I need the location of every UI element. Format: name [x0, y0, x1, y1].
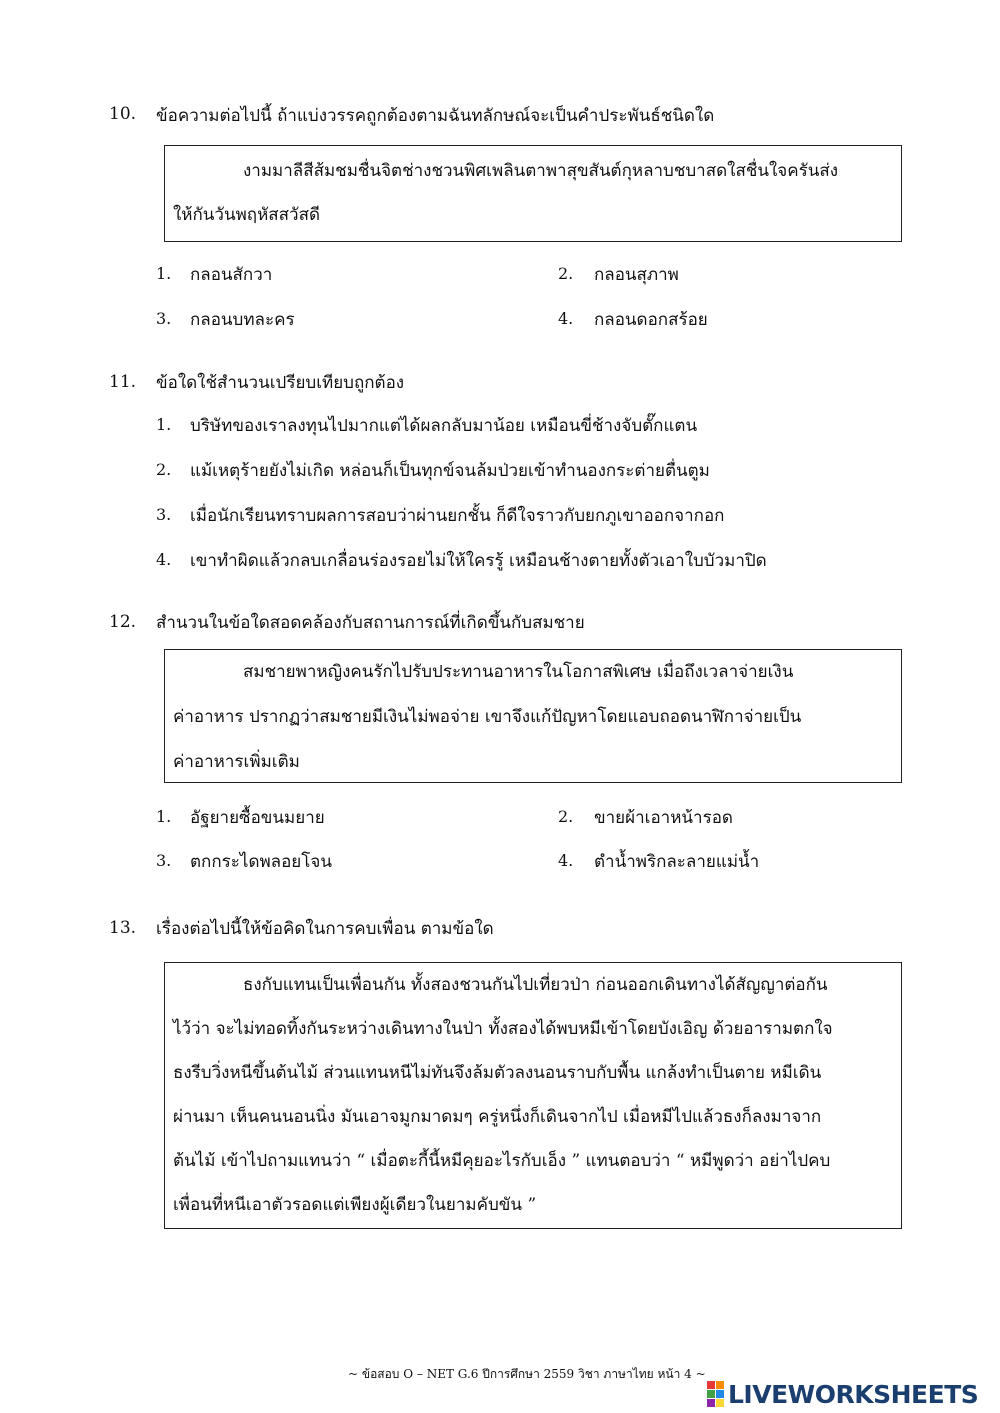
liveworksheets-logo: [707, 1378, 978, 1410]
logo-block: [716, 1390, 724, 1398]
logo-icon: [707, 1381, 724, 1407]
passage-line: ต้นไม้ เข้าไปถามแทนว่า “ เมื่อตะกี้นี้หมีคุยอะไรกับเอ็ง ” แทนตอบว่า “ หมีพูดว่า อย่าไปคบ: [173, 1151, 831, 1171]
option-text: กลอนสักวา: [190, 265, 273, 285]
option-number: 3.: [156, 505, 172, 524]
option-number: 1.: [156, 264, 172, 283]
option-number: 2.: [558, 807, 574, 826]
option-text: บริษัทของเราลงทุนไปมากแต่ได้ผลกลับมาน้อย เหมือนขี่ช้างจับตั๊กแตน: [190, 416, 698, 436]
option-text: แม้เหตุร้ายยังไม่เกิด หล่อนก็เป็นทุกข์จนล้มป่วยเข้าทำนองกระต่ายตื่นตูม: [190, 461, 710, 481]
passage-line: สมชายพาหญิงคนรักไปรับประทานอาหารในโอกาสพิเศษ เมื่อถึงเวลาจ่ายเงิน: [243, 662, 794, 682]
question-text: ข้อความต่อไปนี้ ถ้าแบ่งวรรคถูกต้องตามฉันทลักษณ์จะเป็นคำประพันธ์ชนิดใด: [156, 106, 715, 126]
question-number: 13.: [109, 918, 137, 938]
option-text: อัฐยายซื้อขนมยาย: [190, 808, 325, 828]
option-number: 1.: [156, 807, 172, 826]
option-number: 3.: [156, 851, 172, 870]
logo-block: [707, 1399, 715, 1407]
question-text: เรื่องต่อไปนี้ให้ข้อคิดในการคบเพื่อน ตามข้อใด: [156, 919, 494, 939]
passage-line: เพื่อนที่หนีเอาตัวรอดแต่เพียงผู้เดียวในยามคับขัน ”: [173, 1195, 537, 1215]
page-footer: ~ ข้อสอบ O – NET G.6 ปีการศึกษา 2559 วิชา ภาษาไทย หน้า 4 ~: [348, 1367, 706, 1381]
question-text: ข้อใดใช้สำนวนเปรียบเทียบถูกต้อง: [156, 373, 405, 393]
question-number: 10.: [109, 104, 137, 124]
passage-line: ผ่านมา เห็นคนนอนนิ่ง มันเอาจมูกมาดมๆ ครู่หนึ่งก็เดินจากไป เมื่อหมีไปแล้วธงก็ลงมาจาก: [173, 1107, 822, 1127]
passage-line: ไว้ว่า จะไม่ทอดทิ้งกันระหว่างเดินทางในป่า ทั้งสองได้พบหมีเข้าโดยบังเอิญ ด้วยอารามตกใจ: [173, 1019, 833, 1039]
passage-line: ค่าอาหารเพิ่มเติม: [173, 752, 300, 772]
logo-block: [716, 1381, 724, 1389]
option-number: 4.: [558, 309, 574, 328]
option-text: ตำน้ำพริกละลายแม่น้ำ: [594, 852, 760, 872]
passage-line: ให้กันวันพฤหัสสวัสดี: [173, 205, 321, 225]
question-number: 11.: [109, 372, 137, 392]
option-text: กลอนสุภาพ: [594, 265, 679, 285]
logo-block: [707, 1390, 715, 1398]
passage-line: ธงรีบวิ่งหนีขึ้นต้นไม้ ส่วนแทนหนีไม่ทันจึงล้มตัวลงนอนราบกับพื้น แกล้งทำเป็นตาย หมีเดิน: [173, 1063, 822, 1083]
option-text: กลอนบทละคร: [190, 310, 295, 330]
option-text: เขาทำผิดแล้วกลบเกลื่อนร่องรอยไม่ให้ใครรู้ เหมือนช้างตายทั้งตัวเอาใบบัวมาปิด: [190, 551, 767, 571]
passage-box: [164, 962, 902, 1229]
option-text: ตกกระไดพลอยโจน: [190, 852, 332, 872]
logo-text: LIVEWORKSHEETS: [728, 1379, 979, 1409]
option-number: 2.: [156, 460, 172, 479]
question-text: สำนวนในข้อใดสอดคล้องกับสถานการณ์ที่เกิดขึ้นกับสมชาย: [156, 613, 585, 633]
option-number: 4.: [558, 851, 574, 870]
question-number: 12.: [109, 612, 137, 632]
option-text: เมื่อนักเรียนทราบผลการสอบว่าผ่านยกชั้น ก็ดีใจราวกับยกภูเขาออกจากอก: [190, 506, 725, 526]
passage-box: [164, 145, 902, 242]
option-text: ขายผ้าเอาหน้ารอด: [594, 808, 733, 828]
passage-line: งามมาลีสีส้มชมชื่นจิตช่างชวนพิศเพลินตาพาสุขสันต์กุหลาบชบาสดใสชื่นใจครันส่ง: [243, 161, 839, 181]
logo-block: [707, 1381, 715, 1389]
option-number: 3.: [156, 309, 172, 328]
logo-block: [716, 1399, 724, 1407]
option-number: 2.: [558, 264, 574, 283]
option-text: กลอนดอกสร้อย: [594, 310, 708, 330]
option-number: 1.: [156, 415, 172, 434]
passage-box: [164, 649, 902, 783]
passage-line: ธงกับแทนเป็นเพื่อนกัน ทั้งสองชวนกันไปเที่ยวป่า ก่อนออกเดินทางได้สัญญาต่อกัน: [243, 975, 828, 995]
option-number: 4.: [156, 550, 172, 569]
passage-line: ค่าอาหาร ปรากฏว่าสมชายมีเงินไม่พอจ่าย เขาจึงแก้ปัญหาโดยแอบถอดนาฬิกาจ่ายเป็น: [173, 707, 802, 727]
